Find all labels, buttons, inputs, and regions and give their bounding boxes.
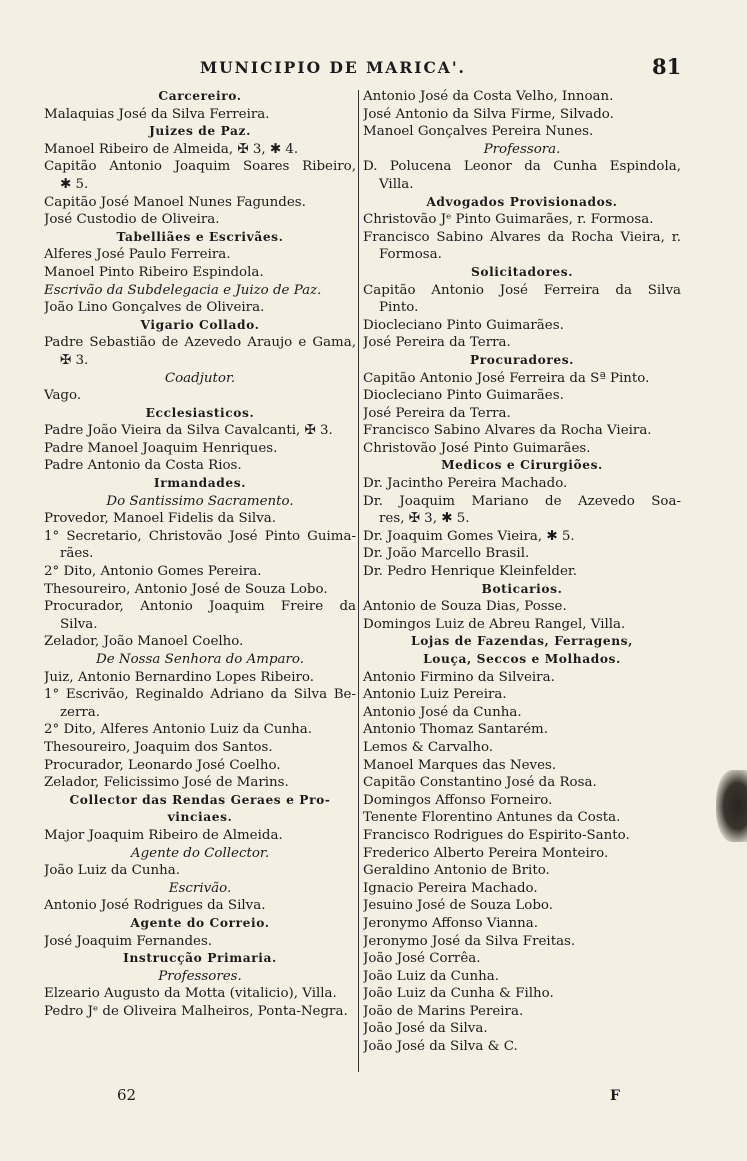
- left-italic-entry: Escrivão da Subdelegacia e Juizo de Paz.: [44, 282, 322, 298]
- right-entry-continuation: Pinto.: [379, 300, 419, 316]
- right-section-heading: Advogados Provisionados.: [426, 194, 618, 209]
- right-entry-continuation: Formosa.: [379, 247, 442, 263]
- right-entry: Francisco Sabino Alvares da Rocha Vieira, r.: [363, 229, 681, 245]
- right-entry: Antonio José da Cunha.: [363, 704, 522, 720]
- left-section-heading: Juizes de Paz.: [149, 124, 251, 139]
- left-entry: 2° Dito, Antonio Gomes Pereira.: [44, 564, 262, 580]
- right-entry: Francisco Rodrigues do Espirito-Santo.: [363, 827, 630, 843]
- left-section-heading: Vigario Collado.: [140, 317, 260, 332]
- left-entry: Procurador, Leonardo José Coelho.: [44, 757, 281, 773]
- right-entry: José Pereira da Terra.: [363, 335, 511, 351]
- right-entry-continuation: res, ✠ 3, ✱ 5.: [379, 511, 470, 527]
- left-subheading: Professores.: [158, 968, 242, 984]
- left-section-heading: Agente do Correio.: [130, 915, 270, 930]
- left-entry: João Luiz da Cunha.: [44, 863, 181, 879]
- left-entry-continuation: zerra.: [60, 704, 101, 720]
- left-entry-continuation: ✱ 5.: [60, 176, 89, 192]
- left-entry: Manoel Pinto Ribeiro Espindola.: [44, 264, 264, 280]
- left-entry: Vago.: [44, 388, 82, 404]
- left-entry: Elzeario Augusto da Motta (vitalicio), Villa.: [44, 986, 337, 1002]
- right-section-heading: Solicitadores.: [470, 264, 574, 279]
- right-entry: Manoel Marques das Neves.: [363, 757, 557, 773]
- right-entry: Geraldino Antonio de Brito.: [363, 863, 550, 879]
- right-entry: José Pereira da Terra.: [363, 405, 511, 421]
- left-subheading: Coadjutor.: [164, 370, 236, 386]
- left-entry: Capitão Antonio Joaquim Soares Ribeiro,: [44, 159, 356, 175]
- right-entry: Capitão Antonio José Ferreira da Sª Pinto.: [363, 370, 650, 386]
- right-entry: Christovão Jᵉ Pinto Guimarães, r. Formosa.: [363, 212, 654, 228]
- right-entry: Dr. João Marcello Brasil.: [363, 546, 530, 562]
- right-entry: Capitão Constantino José da Rosa.: [363, 775, 597, 791]
- right-section-heading: Lojas de Fazendas, Ferragens,: [411, 634, 633, 649]
- left-entry: Procurador, Antonio Joaquim Freire da: [44, 599, 356, 615]
- left-subheading: Agente do Collector.: [130, 845, 270, 861]
- left-subheading: Do Santissimo Sacramento.: [106, 493, 294, 509]
- right-entry: Frederico Alberto Pereira Monteiro.: [363, 845, 609, 861]
- left-subheading: Escrivão.: [168, 880, 232, 896]
- left-entry: Zelador, João Manoel Coelho.: [44, 634, 244, 650]
- left-entry-continuation: Silva.: [60, 616, 98, 632]
- left-section-heading: Carcereiro.: [158, 89, 242, 103]
- right-entry: Dr. Pedro Henrique Kleinfelder.: [363, 564, 578, 580]
- left-section-heading: Tabelliães e Escrivães.: [116, 229, 284, 244]
- right-entry: Antonio José da Costa Velho, Innoan.: [363, 89, 614, 104]
- left-section-heading: Ecclesiasticos.: [145, 405, 255, 420]
- left-section-heading: Irmandades.: [153, 476, 247, 491]
- left-entry: Padre Antonio da Costa Rios.: [44, 458, 242, 474]
- right-section-heading: Medicos e Cirurgiões.: [441, 458, 603, 473]
- right-entry: José Antonio da Silva Firme, Silvado.: [363, 106, 614, 122]
- right-entry: Diocleciano Pinto Guimarães.: [363, 388, 564, 404]
- right-entry: Francisco Sabino Alvares da Rocha Vieira.: [363, 423, 652, 439]
- left-subheading: De Nossa Senhora do Amparo.: [95, 652, 305, 667]
- right-entry: D. Polucena Leonor da Cunha Espindola,: [363, 159, 681, 175]
- right-entry: Antonio de Souza Dias, Posse.: [363, 599, 567, 615]
- left-entry: Zelador, Felicissimo José de Marins.: [44, 775, 289, 791]
- right-entry: Lemos & Carvalho.: [363, 739, 494, 755]
- right-entry: Antonio Firmino da Silveira.: [363, 669, 555, 685]
- right-entry: Jesuino José de Souza Lobo.: [363, 898, 554, 914]
- right-entry: Diocleciano Pinto Guimarães.: [363, 317, 564, 333]
- right-entry: Antonio Luiz Pereira.: [363, 687, 507, 703]
- signature-mark-left: 62: [117, 1086, 137, 1104]
- left-entry: 2° Dito, Alferes Antonio Luiz da Cunha.: [44, 722, 312, 738]
- left-entry: Padre Sebastião de Azevedo Araujo e Gama,: [44, 335, 356, 351]
- left-entry: 1° Secretario, Christovão José Pinto Guima-: [44, 528, 356, 544]
- left-section-heading: vinciaes.: [167, 810, 233, 825]
- right-column: [363, 88, 681, 1056]
- column-divider: [358, 90, 359, 1072]
- right-entry: Ignacio Pereira Machado.: [363, 880, 538, 896]
- left-entry: Padre João Vieira da Silva Cavalcanti, ✠ 3.: [44, 423, 333, 439]
- left-entry: Thesoureiro, Joaquim dos Santos.: [44, 739, 273, 755]
- left-section-heading: Collector das Rendas Geraes e Pro-: [69, 792, 331, 807]
- left-entry-continuation: rães.: [60, 546, 94, 562]
- left-entry: Antonio José Rodrigues da Silva.: [44, 898, 266, 914]
- left-entry: 1° Escrivão, Reginaldo Adriano da Silva Be-: [44, 687, 356, 703]
- right-entry: Jeronymo Affonso Vianna.: [363, 915, 538, 931]
- right-subheading: Professora.: [483, 141, 561, 157]
- right-entry: Dr. Joaquim Gomes Vieira, ✱ 5.: [363, 528, 575, 544]
- right-entry: Domingos Affonso Forneiro.: [363, 792, 553, 808]
- left-entry: Malaquias José da Silva Ferreira.: [44, 106, 270, 122]
- left-section-heading: Instrucção Primaria.: [123, 951, 277, 966]
- right-entry: João Luiz da Cunha & Filho.: [363, 986, 554, 1002]
- signature-mark-right: F: [610, 1088, 620, 1104]
- left-entry: Juiz, Antonio Bernardino Lopes Ribeiro.: [44, 669, 314, 685]
- right-section-heading: Procuradores.: [469, 352, 575, 367]
- left-column: [44, 88, 356, 1020]
- left-entry-continuation: ✠ 3.: [60, 352, 89, 368]
- right-entry: João de Marins Pereira.: [363, 1003, 524, 1019]
- left-entry: Capitão José Manoel Nunes Fagundes.: [44, 194, 306, 210]
- left-entry: João Lino Gonçalves de Oliveira.: [44, 300, 265, 316]
- left-entry: José Custodio de Oliveira.: [44, 212, 220, 228]
- right-entry: Dr. Jacintho Pereira Machado.: [363, 476, 568, 492]
- left-entry: Provedor, Manoel Fidelis da Silva.: [44, 511, 277, 527]
- right-entry: João José Corrêa.: [363, 951, 481, 967]
- right-entry-continuation: Villa.: [379, 176, 414, 192]
- right-entry: João Luiz da Cunha.: [363, 968, 500, 984]
- right-entry: Dr. Joaquim Mariano de Azevedo Soa-: [363, 493, 681, 509]
- right-section-heading: Louça, Seccos e Molhados.: [423, 652, 621, 666]
- left-entry: Manoel Ribeiro de Almeida, ✠ 3, ✱ 4.: [44, 141, 299, 157]
- page-title: MUNICIPIO DE MARICA'.: [200, 58, 466, 77]
- right-entry: Jeronymo José da Silva Freitas.: [363, 933, 576, 949]
- left-entry: Thesoureiro, Antonio José de Souza Lobo.: [44, 581, 328, 597]
- left-entry: Padre Manoel Joaquim Henriques.: [44, 440, 278, 456]
- left-entry: Alferes José Paulo Ferreira.: [44, 247, 231, 263]
- right-section-heading: Boticarios.: [481, 581, 563, 596]
- right-entry: Domingos Luiz de Abreu Rangel, Villa.: [363, 616, 626, 632]
- right-entry: Antonio Thomaz Santarém.: [363, 722, 548, 738]
- left-entry: Pedro Jᵉ de Oliveira Malheiros, Ponta-Negra.: [44, 1003, 348, 1019]
- right-entry: João José da Silva.: [363, 1021, 488, 1037]
- right-entry: Manoel Gonçalves Pereira Nunes.: [363, 124, 594, 140]
- right-entry: Christovão José Pinto Guimarães.: [363, 440, 591, 456]
- right-entry: Tenente Florentino Antunes da Costa.: [363, 810, 621, 826]
- left-entry: José Joaquim Fernandes.: [44, 933, 213, 949]
- right-entry: Capitão Antonio José Ferreira da Silva: [363, 282, 681, 298]
- running-header: [0, 54, 747, 84]
- right-entry: João José da Silva & C.: [363, 1039, 518, 1055]
- page-number: 81: [652, 54, 682, 79]
- page-edge-stain: [716, 770, 747, 842]
- left-entry: Major Joaquim Ribeiro de Almeida.: [44, 827, 283, 843]
